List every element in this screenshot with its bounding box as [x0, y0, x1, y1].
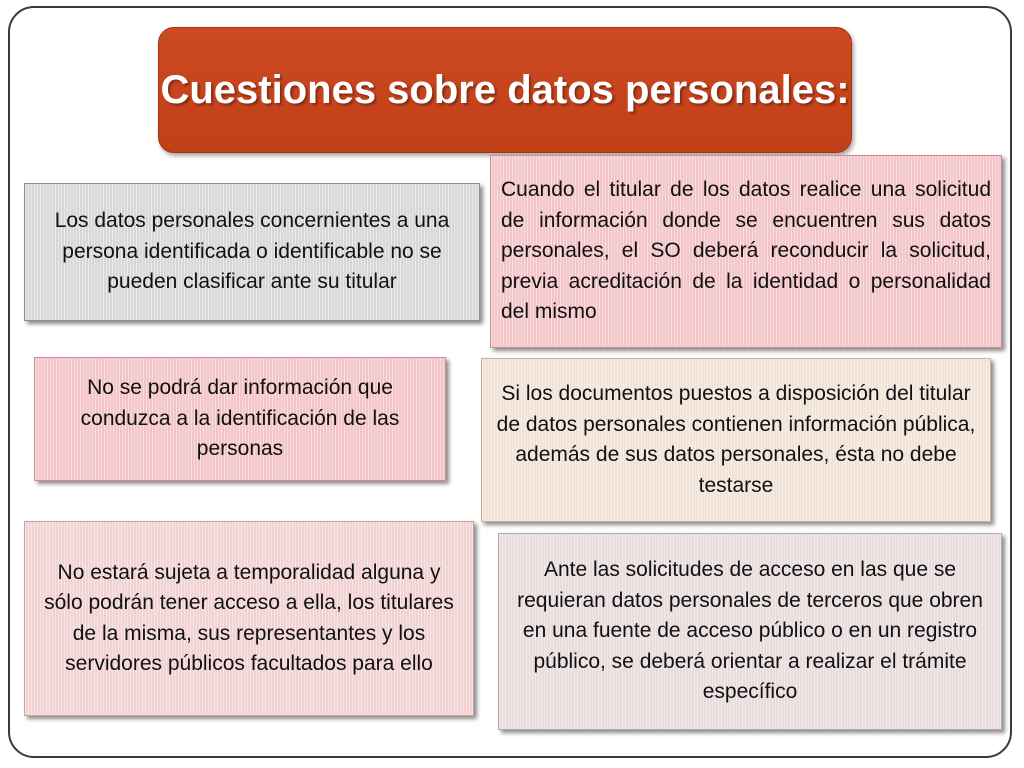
box-datos-no-clasificables	[24, 183, 480, 321]
box-temporalidad	[24, 521, 474, 716]
box-reconducir-solicitud	[490, 155, 1002, 348]
slide-title: Cuestiones sobre datos personales:	[160, 68, 850, 112]
box-text: Si los documentos puestos a disposición del titular de datos personales contienen información pública, además de sus datos personales, ésta no debe testarse	[496, 382, 976, 497]
box-no-testarse	[481, 358, 991, 522]
box-text: No estará sujeta a temporalidad alguna y sólo podrán tener acceso a ella, los titulares de la misma, sus representantes y los servidores públicos facultados para ello	[44, 560, 454, 675]
box-text: Los datos personales concernientes a una persona identificada o identificable no se pueden clasificar ante su titular	[54, 209, 450, 294]
box-text: No se podrá dar información que conduzca a la identificación de las personas	[80, 376, 400, 461]
box-no-identificacion	[34, 357, 446, 481]
box-text: Cuando el titular de los datos realice una solicitud de información donde se encuentren sus datos personales, el SO deberá reconducir la solicitud, previa acreditación de la identidad o personalidad del mismo	[501, 178, 991, 324]
title-banner	[158, 27, 852, 153]
box-datos-terceros	[498, 533, 1002, 730]
box-text: Ante las solicitudes de acceso en las que se requieran datos personales de terceros que obren en una fuente de acceso público o en un registro público, se deberá orientar a realizar el trámite específico	[517, 558, 983, 704]
